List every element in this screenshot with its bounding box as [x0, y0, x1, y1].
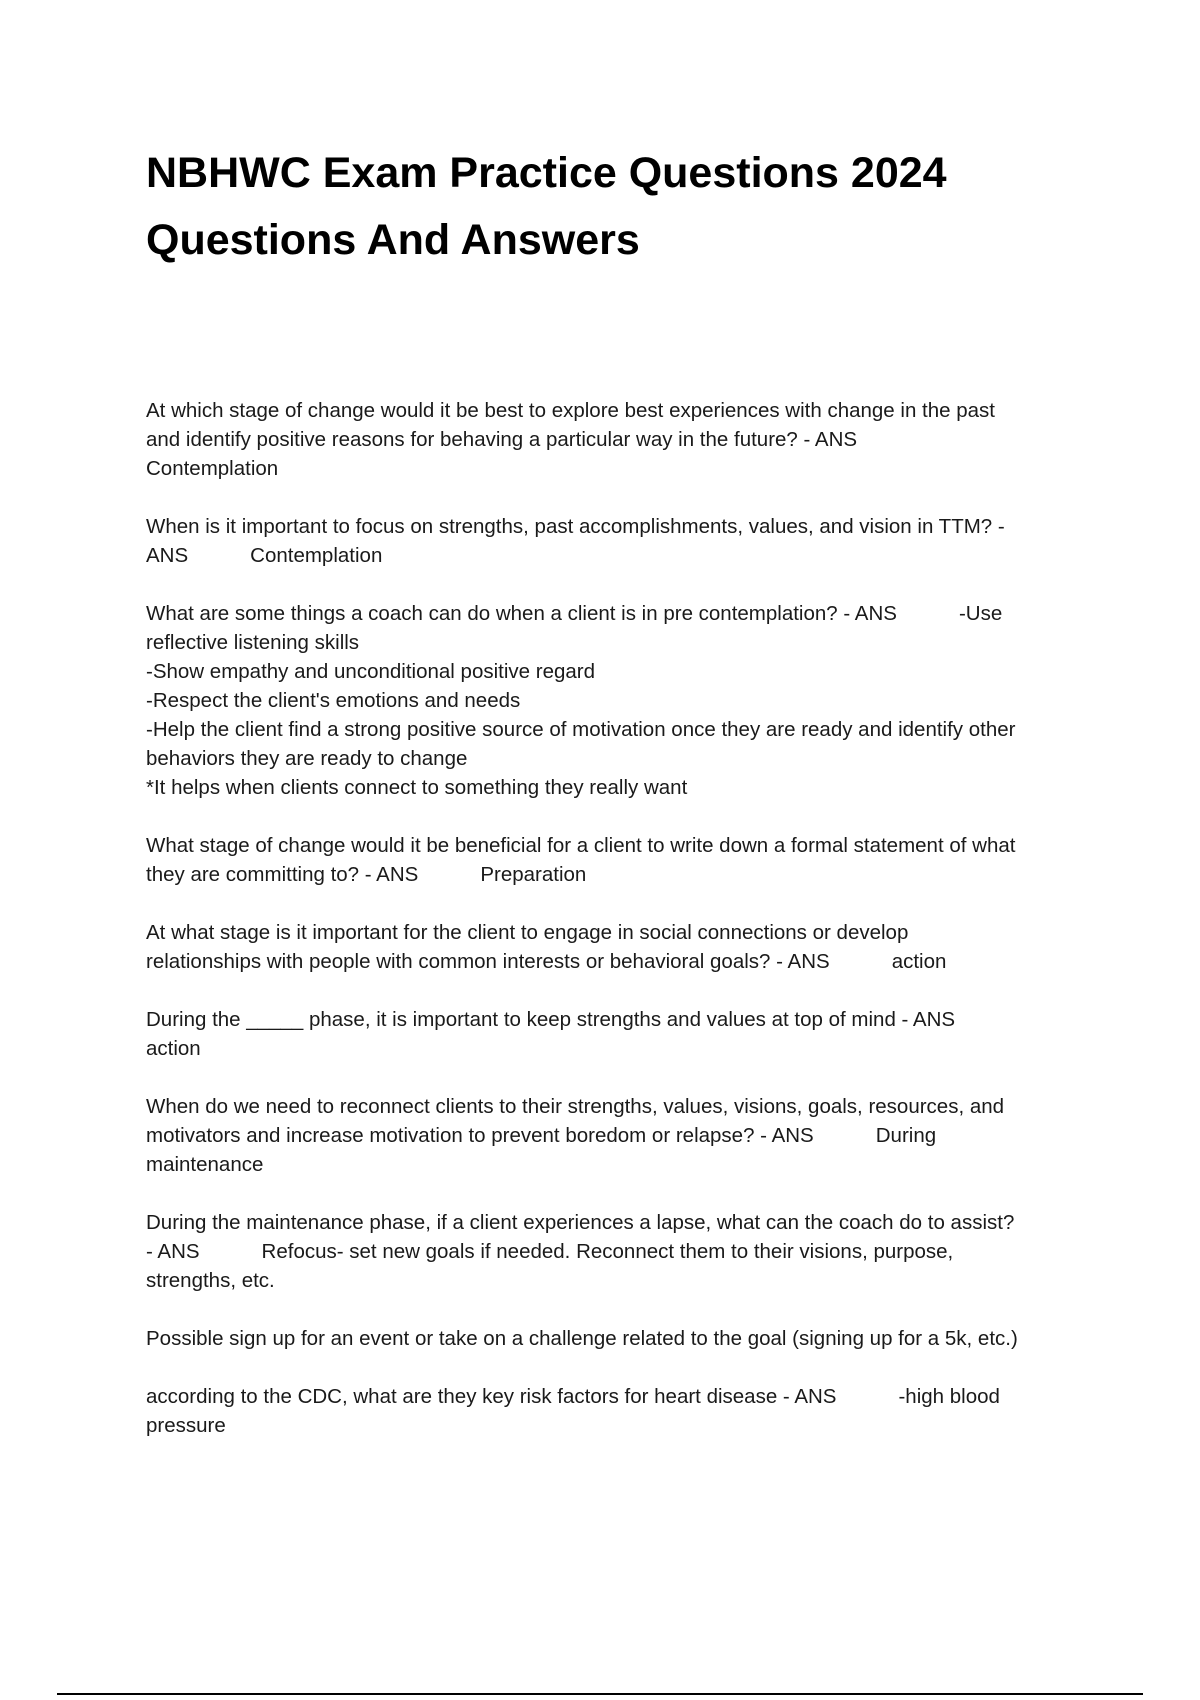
qa-answer: strengths, etc.	[146, 1269, 275, 1292]
qa-answer-line	[146, 1121, 1091, 1150]
qa-line: Possible sign up for an event or take on a challenge related to the goal (signing up for a 5k, etc.)	[146, 1327, 1018, 1350]
qa-question-text: according to the CDC, what are they key risk factors for heart disease - ANS	[146, 1385, 837, 1408]
qa-answer: During	[875, 1124, 937, 1147]
qa-item	[146, 396, 1091, 483]
page-bottom-divider	[57, 1693, 1143, 1695]
ans-label: ANS	[146, 544, 189, 567]
qa-answer: reflective listening skills	[146, 631, 360, 654]
qa-answer: -Help the client find a strong positive source of motivation once they are ready and identify other	[146, 718, 1016, 741]
qa-answer: behaviors they are ready to change	[146, 747, 468, 770]
ans-label: motivators and increase motivation to prevent boredom or relapse? - ANS	[146, 1124, 814, 1147]
qa-line: During the _____ phase, it is important to keep strengths and values at top of mind - ANS	[146, 1008, 956, 1031]
qa-line: When do we need to reconnect clients to their strengths, values, visions, goals, resources, and	[146, 1095, 1005, 1118]
qa-line: At which stage of change would it be best to explore best experiences with change in the past	[146, 399, 995, 422]
qa-answer: Contemplation	[146, 457, 279, 480]
qa-question-line	[146, 1382, 1091, 1411]
title-line-1: NBHWC Exam Practice Questions 2024	[146, 149, 947, 197]
page-title	[146, 140, 1086, 274]
qa-line: During the maintenance phase, if a client experiences a lapse, what can the coach do to assist?	[146, 1211, 1015, 1234]
qa-answer: *It helps when clients connect to something they really want	[146, 776, 688, 799]
qa-answer: -Use	[958, 602, 1003, 625]
ans-label: relationships with people with common interests or behavioral goals? - ANS	[146, 950, 830, 973]
title-line-2: Questions And Answers	[146, 216, 640, 264]
qa-answer-line	[146, 541, 1091, 570]
qa-answer: -high blood	[898, 1385, 1000, 1408]
qa-line: When is it important to focus on strengths, past accomplishments, values, and vision in TTM? -	[146, 515, 1005, 538]
qa-answer: action	[146, 1037, 201, 1060]
qa-list	[146, 396, 1091, 1469]
qa-answer-line	[146, 860, 1091, 889]
ans-label: they are committing to? - ANS	[146, 863, 419, 886]
qa-answer-line	[146, 1237, 1091, 1266]
qa-answer: Refocus- set new goals if needed. Reconnect them to their visions, purpose,	[261, 1240, 954, 1263]
qa-question-line	[146, 599, 1091, 628]
qa-answer-line	[146, 947, 1091, 976]
qa-item	[146, 1208, 1091, 1295]
qa-answer: Contemplation	[250, 544, 383, 567]
qa-answer: -Respect the client's emotions and needs	[146, 689, 521, 712]
qa-item	[146, 918, 1091, 976]
qa-answer: action	[891, 950, 947, 973]
qa-answer: pressure	[146, 1414, 226, 1437]
qa-answer: maintenance	[146, 1153, 264, 1176]
qa-item	[146, 512, 1091, 570]
qa-question-text: What are some things a coach can do when a client is in pre contemplation? - ANS	[146, 602, 897, 625]
qa-line: At what stage is it important for the client to engage in social connections or develop	[146, 921, 909, 944]
qa-answer: -Show empathy and unconditional positive regard	[146, 660, 595, 683]
qa-item	[146, 831, 1091, 889]
qa-item	[146, 1324, 1091, 1353]
qa-item	[146, 599, 1091, 802]
qa-item	[146, 1382, 1091, 1440]
qa-item	[146, 1092, 1091, 1179]
qa-answer: Preparation	[480, 863, 587, 886]
qa-line: and identify positive reasons for behaving a particular way in the future? - ANS	[146, 428, 858, 451]
qa-line: What stage of change would it be beneficial for a client to write down a formal statement of what	[146, 834, 1016, 857]
qa-item	[146, 1005, 1091, 1063]
ans-label: - ANS	[146, 1240, 200, 1263]
